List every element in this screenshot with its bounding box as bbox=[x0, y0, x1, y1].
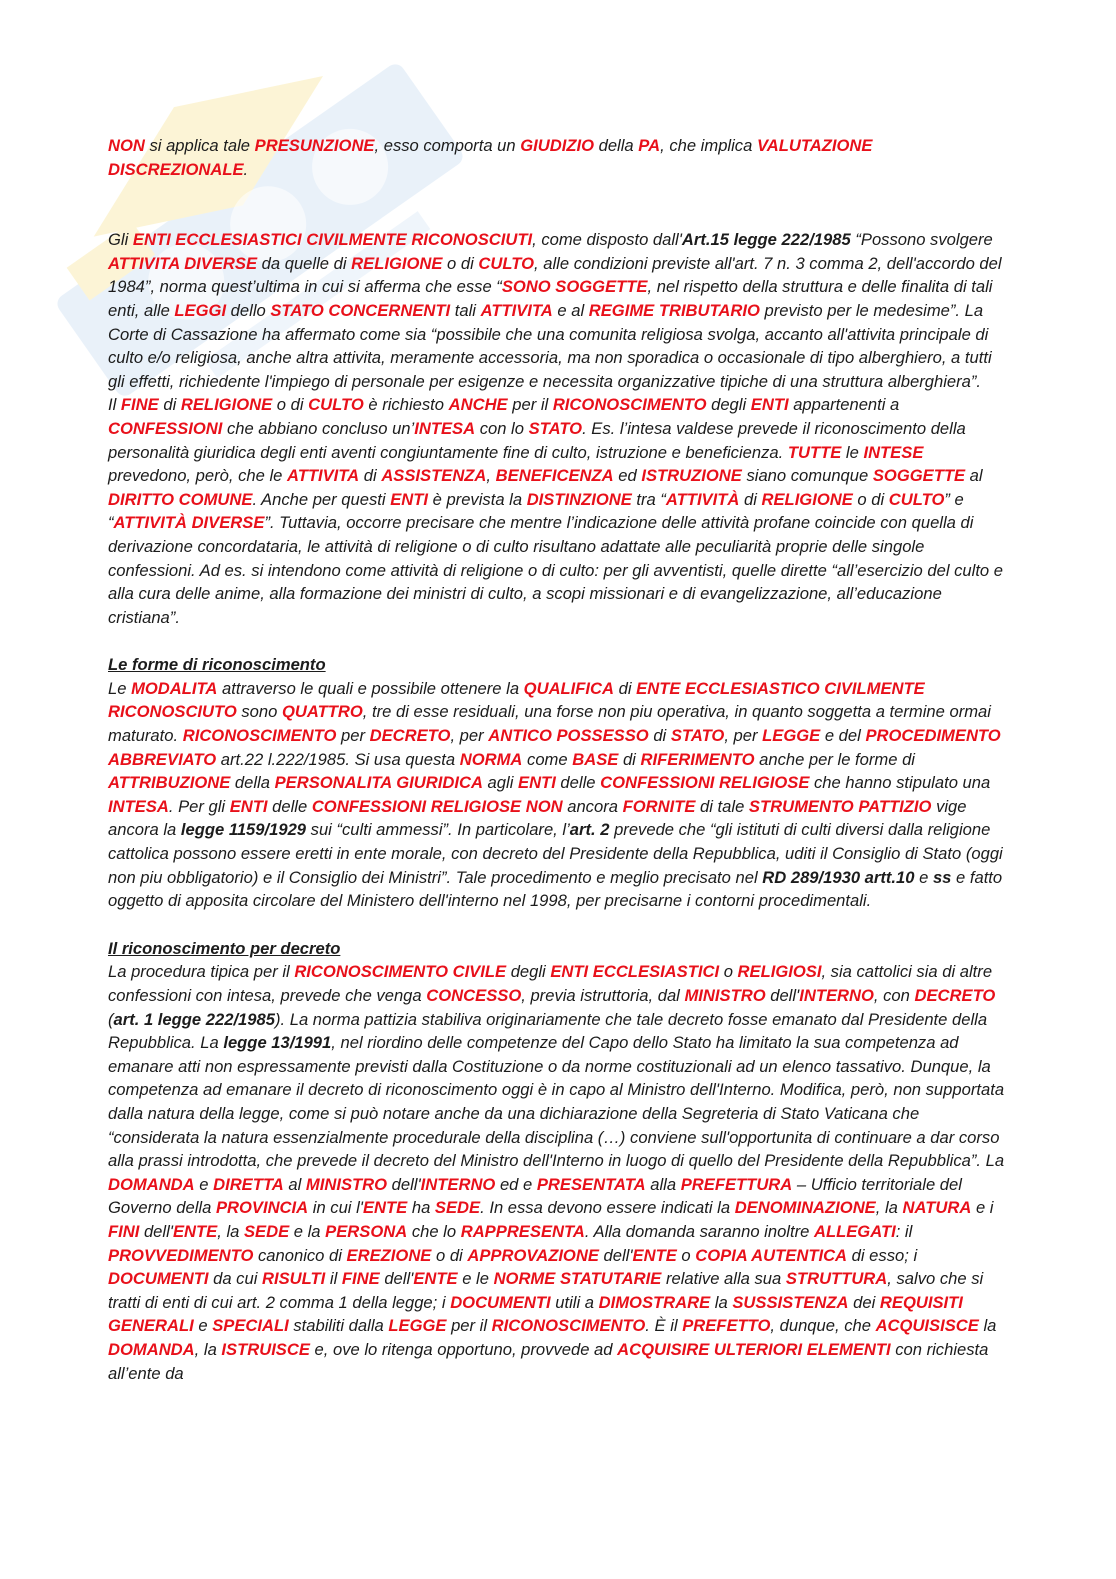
highlighted-term: PRESUNZIONE bbox=[254, 136, 375, 155]
highlighted-term: QUALIFICA bbox=[523, 678, 615, 698]
text-run: e le bbox=[457, 1269, 494, 1289]
text-run: tali bbox=[450, 300, 481, 320]
highlighted-term: SUSSISTENZA bbox=[732, 1292, 849, 1312]
text-run: le bbox=[841, 442, 864, 462]
text-run: , la bbox=[217, 1221, 244, 1241]
highlighted-term: PREFETTURA bbox=[680, 1174, 793, 1194]
text-run: siano comunque bbox=[741, 466, 873, 486]
highlighted-term: FORNITE bbox=[622, 796, 696, 816]
text-run: è richiesto bbox=[363, 395, 449, 415]
text-run: , sia cattolici sia di altre confessioni con intesa, prevede che venga bbox=[108, 962, 993, 1005]
text-run: , esso comporta un bbox=[374, 136, 521, 155]
highlighted-term: INTESA bbox=[108, 796, 169, 816]
legal-reference: art. 2 bbox=[569, 820, 610, 840]
text-run: ed bbox=[613, 466, 642, 486]
highlighted-term: ACQUISIRE ULTERIORI ELEMENTI bbox=[617, 1339, 891, 1359]
text-run: Gli bbox=[108, 230, 133, 250]
highlighted-term: GIUDIZIO bbox=[520, 136, 594, 155]
highlighted-term: PRESENTATA bbox=[536, 1174, 646, 1194]
highlighted-term: PERSONA bbox=[325, 1221, 408, 1241]
highlighted-term: ATTIVITÀ DIVERSE bbox=[113, 513, 265, 533]
text-run: . bbox=[243, 159, 249, 179]
highlighted-term: RISULTI bbox=[262, 1269, 326, 1289]
text-run: di bbox=[614, 678, 637, 698]
text-run: , dunque, che bbox=[770, 1316, 876, 1336]
highlighted-term: DECRETO bbox=[914, 986, 996, 1005]
highlighted-term: ISTRUZIONE bbox=[641, 466, 742, 486]
highlighted-term: RICONOSCIMENTO bbox=[552, 395, 707, 415]
text-run: ). La norma pattizia stabiliva originariamente che tale decreto fosse emanato dal Presidente della Repubblica. La bbox=[108, 1009, 988, 1053]
legal-reference: RD 289/1930 artt.10 bbox=[762, 867, 915, 887]
text-run: di tale bbox=[695, 796, 749, 816]
text-run: che lo bbox=[407, 1221, 461, 1241]
highlighted-term: FINE bbox=[120, 395, 159, 415]
text-run: e, ove lo ritenga opportuno, provvede ad bbox=[309, 1339, 618, 1359]
highlighted-term: NATURA bbox=[902, 1198, 972, 1218]
text-run: della bbox=[593, 136, 639, 155]
highlighted-term: DIRITTO COMUNE bbox=[108, 489, 253, 509]
highlighted-term: DIRETTA bbox=[213, 1174, 284, 1194]
highlighted-term: PROCEDIMENTO ABBREVIATO bbox=[108, 726, 1001, 769]
text-run: dell' bbox=[139, 1221, 173, 1241]
highlighted-term: RICONOSCIMENTO bbox=[182, 726, 337, 746]
highlighted-term: PERSONALITA GIURIDICA bbox=[274, 773, 483, 793]
highlighted-term: LEGGI bbox=[174, 300, 227, 320]
highlighted-term: PROVVEDIMENTO bbox=[108, 1245, 254, 1265]
text-run: dei bbox=[848, 1292, 880, 1312]
highlighted-term: STATO bbox=[528, 418, 583, 438]
highlighted-term: BASE bbox=[572, 749, 619, 769]
text-run: , nel riordino delle competenze del Capo dello Stato ha limitato la sua competenza ad emanare atti non espressamente previsti dalla Costituzione o da norme costituzionali ad un elenco tassativo. Dunque, la competenza ad emanare il decreto di riconoscimento oggi è in capo al Ministro dell'Interno. Modifica, però, non supportata dalla natura della legge, come si può notare anche da una dichiarazione della Segreteria di Stato Vaticana che “considerata la natura essenzialmente procedurale della disciplina (…) conviene sull'opportunita di continuare a dar corso alla prassi introdotta, che prevede il decreto del Ministro dell'Interno in luogo di quello del Presidente della Repubblica”. La bbox=[108, 1033, 1005, 1171]
highlighted-term: DIMOSTRARE bbox=[598, 1292, 711, 1312]
paragraph bbox=[108, 677, 1008, 913]
text-run: e bbox=[194, 1174, 214, 1194]
text-run: per bbox=[336, 726, 370, 746]
highlighted-term: INTESE bbox=[863, 442, 924, 462]
text-run: come bbox=[522, 749, 573, 769]
highlighted-term: STRUMENTO PATTIZIO bbox=[748, 796, 932, 816]
text-run: , tre di esse residuali, una forse non piu operativa, in quanto soggetta a termine ormai maturato. bbox=[108, 702, 991, 746]
text-run: sono bbox=[236, 702, 282, 722]
highlighted-term: ACQUISISCE bbox=[875, 1316, 979, 1336]
highlighted-term: NORME STATUTARIE bbox=[493, 1269, 662, 1289]
text-run: attraverso le quali e possibile ottenere la bbox=[217, 678, 524, 698]
text-run: e bbox=[193, 1316, 213, 1336]
text-run: Le bbox=[108, 678, 132, 698]
text-run: al bbox=[283, 1174, 306, 1194]
text-run: prevedono, però, che le bbox=[108, 466, 287, 486]
text-run: di bbox=[359, 466, 382, 486]
highlighted-term: INTERNO bbox=[799, 986, 874, 1005]
text-run: prevede che “gli istituti di culti diversi dalla religione cattolica possono essere eretti in ente morale, con decreto del Presidente della Repubblica, uditi il Consiglio di Stato (oggi non piu obbligatorio) e il Consiglio dei Ministri”. Tale procedimento e meglio precisato nel bbox=[108, 820, 1003, 887]
highlighted-term: ENTI ECCLESIASTICI CIVILMENTE RICONOSCIUTI bbox=[132, 230, 533, 250]
text-run: appartenenti a bbox=[788, 395, 900, 415]
text-run: la bbox=[978, 1316, 997, 1336]
highlighted-term: STATO bbox=[670, 726, 725, 746]
text-run: di bbox=[648, 726, 671, 746]
text-run: con richiesta all’ente da bbox=[108, 1339, 989, 1383]
highlighted-term: LEGGE bbox=[762, 726, 821, 746]
text-run: della bbox=[230, 773, 275, 793]
text-run: relative alla sua bbox=[661, 1269, 786, 1289]
text-run: o di bbox=[272, 395, 309, 415]
highlighted-term: SEDE bbox=[243, 1221, 290, 1241]
text-run: La procedura tipica per il bbox=[108, 962, 295, 982]
highlighted-term: MODALITA bbox=[131, 678, 218, 698]
text-run: , per bbox=[450, 726, 489, 746]
text-run: . Alla domanda saranno inoltre bbox=[584, 1221, 814, 1241]
text-run: e fatto oggetto di apposita circolare del Ministero dell'interno nel 1998, per precisarne i contorni procedimentali. bbox=[108, 867, 1003, 911]
highlighted-term: INTESA bbox=[414, 418, 476, 438]
highlighted-term: DOCUMENTI bbox=[450, 1292, 551, 1312]
highlighted-term: DOCUMENTI bbox=[108, 1269, 209, 1289]
highlighted-term: COPIA AUTENTICA bbox=[695, 1245, 848, 1265]
highlighted-term: ASSISTENZA bbox=[381, 466, 487, 486]
highlighted-term: ANCHE bbox=[448, 395, 508, 415]
text-run: e i bbox=[971, 1198, 994, 1218]
text-run: ( bbox=[108, 1009, 114, 1029]
text-run: dell' bbox=[598, 1245, 633, 1265]
text-run: al bbox=[965, 466, 983, 486]
text-run: anche per le forme di bbox=[754, 749, 915, 769]
highlighted-term: DECRETO bbox=[369, 726, 451, 746]
text-run: : il bbox=[895, 1221, 913, 1241]
text-run: agli bbox=[482, 773, 518, 793]
text-run: che hanno stipulato una bbox=[809, 773, 991, 793]
text-run: , che implica bbox=[660, 136, 757, 155]
highlighted-term: PREFETTO bbox=[682, 1316, 771, 1336]
text-run: e bbox=[914, 867, 933, 887]
text-run: e del bbox=[820, 726, 866, 746]
highlighted-term: DENOMINAZIONE bbox=[734, 1198, 876, 1218]
paragraph bbox=[108, 228, 1008, 393]
highlighted-term: CONFESSIONI RELIGIOSE bbox=[600, 773, 810, 793]
text-run: , salvo che si tratti di enti di cui art. 2 comma 1 della legge; i bbox=[108, 1269, 984, 1312]
legal-reference: art. 1 legge 222/1985 bbox=[113, 1009, 275, 1029]
highlighted-term: FINE bbox=[341, 1269, 380, 1289]
highlighted-term: PROVINCIA bbox=[215, 1198, 309, 1218]
highlighted-term: RICONOSCIMENTO bbox=[491, 1316, 646, 1336]
text-run: dello bbox=[226, 300, 271, 320]
highlighted-term: ENTE bbox=[362, 1198, 408, 1218]
text-run: stabiliti dalla bbox=[288, 1316, 389, 1336]
text-run: sui “culti ammessi”. In particolare, l’ bbox=[306, 820, 570, 840]
highlighted-term: RAPPRESENTA bbox=[460, 1221, 585, 1241]
text-run: per il bbox=[507, 395, 553, 415]
highlighted-term: EREZIONE bbox=[346, 1245, 432, 1265]
text-run: con lo bbox=[475, 418, 529, 438]
highlighted-term: DOMANDA bbox=[108, 1339, 195, 1359]
paragraph-spacer bbox=[108, 629, 1008, 653]
legal-reference: legge 1159/1929 bbox=[180, 820, 307, 840]
document-body bbox=[108, 134, 1008, 1385]
highlighted-term: ENTE bbox=[172, 1221, 218, 1241]
paragraph-spacer bbox=[108, 913, 1008, 937]
text-run: ”. Tuttavia, occorre precisare che mentre l’indicazione delle attività profane coincide con quella di derivazione concordataria, le attività di religione o di culto risultano adattate alle peculiarità proprie delle singole confessioni. Ad es. si intendono come attività di religione o di culto: per gli avventisti, quelle dirette “all’esercizio del culto e alla cura delle anime, alla formazione dei ministri di culto, a scopi missionari e di evangelizzazione, all’educazione cristiana”. bbox=[108, 513, 1004, 627]
heading-line bbox=[108, 653, 1008, 677]
highlighted-term: ENTE bbox=[632, 1245, 677, 1265]
highlighted-term: STATO CONCERNENTI bbox=[270, 300, 451, 320]
highlighted-term: CONCESSO bbox=[426, 986, 522, 1005]
highlighted-term: ENTE bbox=[413, 1269, 458, 1289]
highlighted-term: ATTRIBUZIONE bbox=[108, 773, 231, 793]
text-run: . È il bbox=[645, 1316, 683, 1336]
legal-reference: Art.15 legge 222/1985 bbox=[681, 230, 851, 250]
text-run: o di bbox=[431, 1245, 468, 1265]
highlighted-term: DISTINZIONE bbox=[526, 489, 632, 509]
text-run: utili a bbox=[550, 1292, 599, 1312]
heading-line bbox=[108, 937, 1008, 961]
text-run: , alle condizioni previste all'art. 7 n. 3 comma 2, dell'accordo del 1984”, norma quest’ultima in cui si afferma che esse “ bbox=[108, 253, 1002, 297]
text-run: ha bbox=[407, 1198, 435, 1218]
paragraph bbox=[108, 393, 1008, 629]
text-run: . Anche per questi bbox=[252, 489, 391, 509]
highlighted-term: BENEFICENZA bbox=[495, 466, 614, 486]
text-run: o bbox=[719, 962, 738, 982]
highlighted-term: ENTI bbox=[229, 796, 268, 816]
highlighted-term: CONFESSIONI bbox=[108, 418, 223, 438]
text-run: da cui bbox=[208, 1269, 262, 1289]
highlighted-term: REQUISITI GENERALI bbox=[108, 1292, 963, 1336]
highlighted-term: SONO SOGGETTE bbox=[501, 277, 648, 297]
text-run: , come disposto dall' bbox=[532, 230, 682, 250]
text-run: alla bbox=[645, 1174, 681, 1194]
highlighted-term: RIFERIMENTO bbox=[640, 749, 755, 769]
text-run: si applica tale bbox=[144, 136, 255, 155]
text-run: di bbox=[739, 489, 762, 509]
highlighted-term: CULTO bbox=[308, 395, 364, 415]
text-run: delle bbox=[555, 773, 601, 793]
text-run: , con bbox=[873, 986, 915, 1005]
text-run: tra “ bbox=[631, 489, 666, 509]
highlighted-term: MINISTRO bbox=[684, 986, 766, 1005]
highlighted-term: NORMA bbox=[459, 749, 523, 769]
highlighted-term: ENTI bbox=[518, 773, 556, 793]
text-run: , previa istruttoria, dal bbox=[521, 986, 685, 1005]
text-run: e al bbox=[552, 300, 589, 320]
text-run: per il bbox=[446, 1316, 492, 1336]
text-run: dell' bbox=[379, 1269, 414, 1289]
highlighted-term: NON bbox=[108, 136, 145, 155]
highlighted-term: VALUTAZIONE DISCREZIONALE bbox=[108, 136, 873, 179]
highlighted-term: RELIGIONE bbox=[351, 253, 443, 273]
text-run: , bbox=[486, 466, 496, 486]
text-run: o di bbox=[442, 253, 479, 273]
highlighted-term: SPECIALI bbox=[212, 1316, 289, 1336]
text-run: Il bbox=[108, 395, 121, 415]
highlighted-term: ATTIVITA DIVERSE bbox=[108, 253, 258, 273]
highlighted-term: RELIGIONE bbox=[180, 395, 273, 415]
text-run: ” e “ bbox=[108, 489, 964, 533]
highlighted-term: PA bbox=[638, 136, 661, 155]
text-run: o bbox=[676, 1245, 696, 1265]
text-run: o di bbox=[852, 489, 889, 509]
text-run: la bbox=[710, 1292, 733, 1312]
text-run: previsto per le medesime”. La Corte di Cassazione ha affermato come sia “possibile che una comunita religiosa svolga, accanto all'attivita principale di culto e/o religiosa, anche altra attivita, meramente accessoria, ma non sporadica o occasionale di tipo alberghiero, a tutti gli effetti, richiedente l'impiego di personale per esigenze e necessita organizzative tipiche di una struttura alberghiera”. bbox=[108, 300, 992, 391]
highlighted-term: LEGGE bbox=[388, 1316, 447, 1336]
highlighted-term: ISTRUISCE bbox=[221, 1339, 310, 1359]
text-run: è prevista la bbox=[428, 489, 527, 509]
text-run: di esso; i bbox=[847, 1245, 918, 1265]
text-run: . Per gli bbox=[168, 796, 230, 816]
highlighted-term: RELIGIONE bbox=[761, 489, 853, 509]
highlighted-term: ATTIVITA bbox=[286, 466, 360, 486]
highlighted-term: MINISTRO bbox=[305, 1174, 388, 1194]
highlighted-term: APPROVAZIONE bbox=[467, 1245, 599, 1265]
text-run: dell' bbox=[765, 986, 800, 1005]
text-run: ancora bbox=[562, 796, 623, 816]
text-run: ed e bbox=[495, 1174, 537, 1194]
text-run: art.22 l.222/1985. Si usa questa bbox=[216, 749, 460, 769]
highlighted-term: ENTI bbox=[390, 489, 428, 509]
text-run: da quelle di bbox=[257, 253, 352, 273]
highlighted-term: TUTTE bbox=[787, 442, 842, 462]
highlighted-term: ATTIVITÀ bbox=[665, 489, 740, 509]
highlighted-term: ATTIVITA bbox=[480, 300, 553, 320]
text-run: il bbox=[325, 1269, 342, 1289]
text-run: canonico di bbox=[253, 1245, 347, 1265]
highlighted-term: ENTI bbox=[750, 395, 789, 415]
highlighted-term: SEDE bbox=[434, 1198, 481, 1218]
highlighted-term: RICONOSCIMENTO CIVILE bbox=[294, 962, 507, 982]
text-run: degli bbox=[706, 395, 751, 415]
highlighted-term: ANTICO POSSESSO bbox=[488, 726, 649, 746]
text-run: degli bbox=[506, 962, 551, 982]
text-run: , la bbox=[194, 1339, 222, 1359]
text-run: “Possono svolgere bbox=[850, 230, 993, 250]
text-run: di bbox=[618, 749, 641, 769]
highlighted-term: INTERNO bbox=[420, 1174, 496, 1194]
highlighted-term: CONFESSIONI RELIGIOSE NON bbox=[311, 796, 563, 816]
legal-reference: legge 13/1991 bbox=[223, 1033, 332, 1053]
paragraph bbox=[108, 960, 1008, 1385]
text-run: – Ufficio territoriale del Governo della bbox=[108, 1174, 962, 1218]
text-run: , la bbox=[875, 1198, 903, 1218]
text-run: delle bbox=[267, 796, 312, 816]
text-run: che abbiano concluso un’ bbox=[222, 418, 415, 438]
highlighted-term: ENTI ECCLESIASTICI bbox=[550, 962, 720, 982]
section-heading: Il riconoscimento per decreto bbox=[108, 938, 341, 958]
text-run: e la bbox=[289, 1221, 326, 1241]
highlighted-term: SOGGETTE bbox=[872, 466, 966, 486]
highlighted-term: STRUTTURA bbox=[785, 1269, 888, 1289]
highlighted-term: DOMANDA bbox=[108, 1174, 195, 1194]
text-run: di bbox=[158, 395, 181, 415]
text-run: , per bbox=[724, 726, 763, 746]
highlighted-term: RELIGIOSI bbox=[737, 962, 822, 982]
legal-reference: ss bbox=[932, 867, 952, 887]
highlighted-term: QUATTRO bbox=[281, 702, 363, 722]
text-run: . Es. l’intesa valdese prevede il riconoscimento della personalità giuridica degli enti aventi congiuntamente fine di culto, istruzione e beneficienza. bbox=[108, 418, 966, 462]
paragraph-spacer bbox=[108, 181, 1008, 228]
text-run: . In essa devono essere indicati la bbox=[480, 1198, 735, 1218]
highlighted-term: ENTE ECCLESIASTICO CIVILMENTE RICONOSCIUTO bbox=[108, 678, 925, 722]
paragraph bbox=[108, 134, 1008, 181]
text-run: vige ancora la bbox=[108, 796, 967, 840]
highlighted-term: CULTO bbox=[888, 489, 945, 509]
highlighted-term: ALLEGATI bbox=[813, 1221, 896, 1241]
highlighted-term: CULTO bbox=[478, 253, 535, 273]
highlighted-term: FINI bbox=[108, 1221, 140, 1241]
text-run: , nel rispetto della struttura e delle finalita di tali enti, alle bbox=[108, 277, 993, 320]
text-run: in cui l' bbox=[308, 1198, 363, 1218]
text-run: dell' bbox=[387, 1174, 421, 1194]
section-heading: Le forme di riconoscimento bbox=[108, 655, 326, 675]
highlighted-term: REGIME TRIBUTARIO bbox=[588, 300, 760, 320]
